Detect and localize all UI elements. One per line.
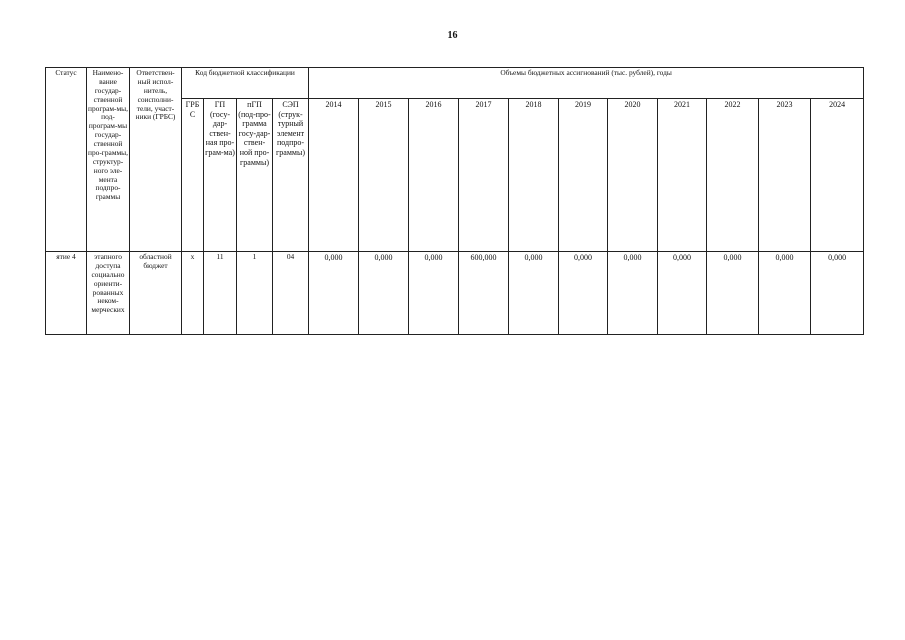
cell-value: 0,000 (658, 252, 707, 335)
header-code-grbs: ГРБ С (182, 99, 204, 252)
cell-code: 1 (237, 252, 273, 335)
cell-status: ятие 4 (46, 252, 87, 335)
header-code-sep: СЭП (струк-турный элемент подпро-граммы) (273, 99, 309, 252)
header-year: 2022 (707, 99, 759, 252)
cell-program-name: этапного доступа социально ориенти-рованных неком-мерческих (87, 252, 130, 335)
cell-code: 11 (204, 252, 237, 335)
cell-value: 0,000 (811, 252, 864, 335)
cell-value: 0,000 (608, 252, 658, 335)
header-budget-code-group: Код бюджетной классификации (182, 68, 309, 99)
header-year: 2016 (409, 99, 459, 252)
header-year: 2019 (559, 99, 608, 252)
header-executor: Ответствен-ный испол-нитель, соисполни-тели, участ-ники (ГРБС) (130, 68, 182, 252)
cell-value: 0,000 (707, 252, 759, 335)
table-row (46, 252, 864, 335)
header-program-name: Наимено-вание государ-ственной програм-мы, под-програм-мы государ-ственной про-граммы, структур-ного эле-мента подпро-граммы (87, 68, 130, 252)
header-year: 2017 (459, 99, 509, 252)
page-number: 16 (447, 30, 458, 41)
header-code-gp: ГП (госу-дар-ствен-ная про-грам-ма) (204, 99, 237, 252)
header-year: 2015 (359, 99, 409, 252)
cell-code: х (182, 252, 204, 335)
cell-value: 0,000 (759, 252, 811, 335)
header-year: 2023 (759, 99, 811, 252)
cell-value: 0,000 (309, 252, 359, 335)
cell-value: 0,000 (409, 252, 459, 335)
cell-value: 0,000 (509, 252, 559, 335)
header-year: 2014 (309, 99, 359, 252)
header-year: 2020 (608, 99, 658, 252)
cell-code: 04 (273, 252, 309, 335)
cell-value: 600,000 (459, 252, 509, 335)
header-year: 2021 (658, 99, 707, 252)
cell-value: 0,000 (559, 252, 608, 335)
header-year: 2024 (811, 99, 864, 252)
header-year: 2018 (509, 99, 559, 252)
header-code-pgp: пГП (под-про-грамма госу-дар-ствен-ной про-граммы) (237, 99, 273, 252)
header-volumes-group: Объемы бюджетных ассигнований (тыс. рублей), годы (309, 68, 864, 99)
header-status: Статус (46, 68, 87, 252)
budget-table (45, 67, 864, 335)
cell-executor: областной бюджет (130, 252, 182, 335)
cell-value: 0,000 (359, 252, 409, 335)
